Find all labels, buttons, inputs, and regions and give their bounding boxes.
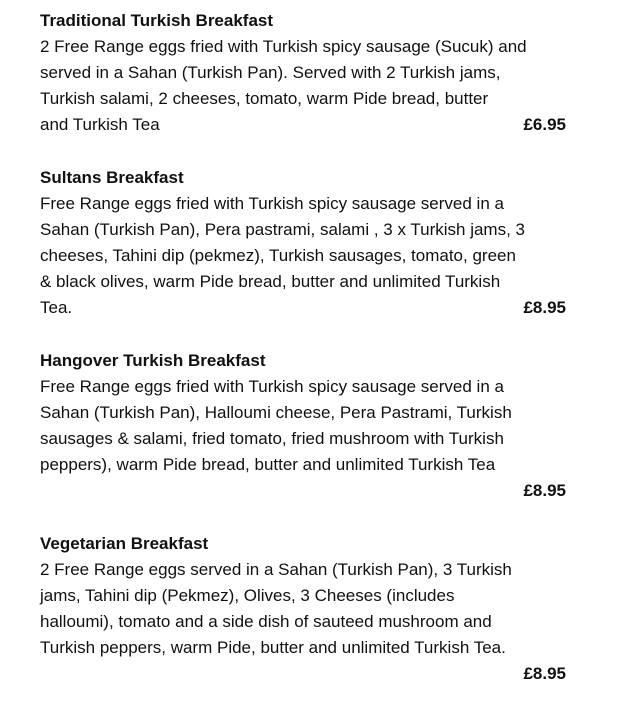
description-line: Free Range eggs fried with Turkish spicy sausage served in a (40, 194, 504, 213)
menu-item-price: £8.95 (523, 298, 566, 317)
description-line: sausages & salami, fried tomato, fried mushroom with Turkish (40, 429, 504, 448)
description-line: and Turkish Tea (40, 115, 160, 134)
menu-item-price: £8.95 (523, 664, 566, 683)
description-line: cheeses, Tahini dip (pekmez), Turkish sausages, tomato, green (40, 246, 516, 265)
menu-item-sultans-breakfast (40, 165, 600, 321)
description-line: Turkish peppers, warm Pide, butter and unlimited Turkish Tea. (40, 638, 506, 657)
description-line: Sahan (Turkish Pan), Halloumi cheese, Pera Pastrami, Turkish (40, 403, 512, 422)
menu-item-description (40, 557, 600, 687)
description-line: served in a Sahan (Turkish Pan). Served with 2 Turkish jams, (40, 63, 501, 82)
description-line: halloumi), tomato and a side dish of sauteed mushroom and (40, 612, 492, 631)
menu-item-hangover-turkish-breakfast (40, 348, 600, 504)
breakfast-menu (40, 8, 600, 714)
description-last-line (40, 112, 596, 138)
description-line: Sahan (Turkish Pan), Pera pastrami, salami , 3 x Turkish jams, 3 (40, 220, 525, 239)
menu-item-description (40, 191, 600, 321)
description-line: & black olives, warm Pide bread, butter and unlimited Turkish (40, 272, 501, 291)
description-line: Turkish salami, 2 cheeses, tomato, warm Pide bread, butter (40, 89, 489, 108)
description-line: Free Range eggs fried with Turkish spicy sausage served in a (40, 377, 504, 396)
menu-item-title: Traditional Turkish Breakfast (40, 11, 274, 30)
menu-item-description (40, 374, 600, 504)
description-line: peppers), warm Pide bread, butter and unlimited Turkish Tea (40, 455, 496, 474)
menu-item-title: Sultans Breakfast (40, 168, 184, 187)
menu-item-description (40, 34, 600, 138)
menu-item-vegetarian-breakfast (40, 531, 600, 687)
menu-item-title: Hangover Turkish Breakfast (40, 351, 266, 370)
menu-item-price: £6.95 (523, 115, 566, 134)
menu-item-traditional-turkish-breakfast (40, 8, 600, 138)
description-line: 2 Free Range eggs served in a Sahan (Turkish Pan), 3 Turkish (40, 560, 512, 579)
menu-item-price: £8.95 (523, 481, 566, 500)
description-line: 2 Free Range eggs fried with Turkish spicy sausage (Sucuk) and (40, 37, 527, 56)
description-line: jams, Tahini dip (Pekmez), Olives, 3 Cheeses (includes (40, 586, 455, 605)
menu-item-title: Vegetarian Breakfast (40, 534, 209, 553)
description-last-line (40, 295, 596, 321)
description-line: Tea. (40, 298, 73, 317)
